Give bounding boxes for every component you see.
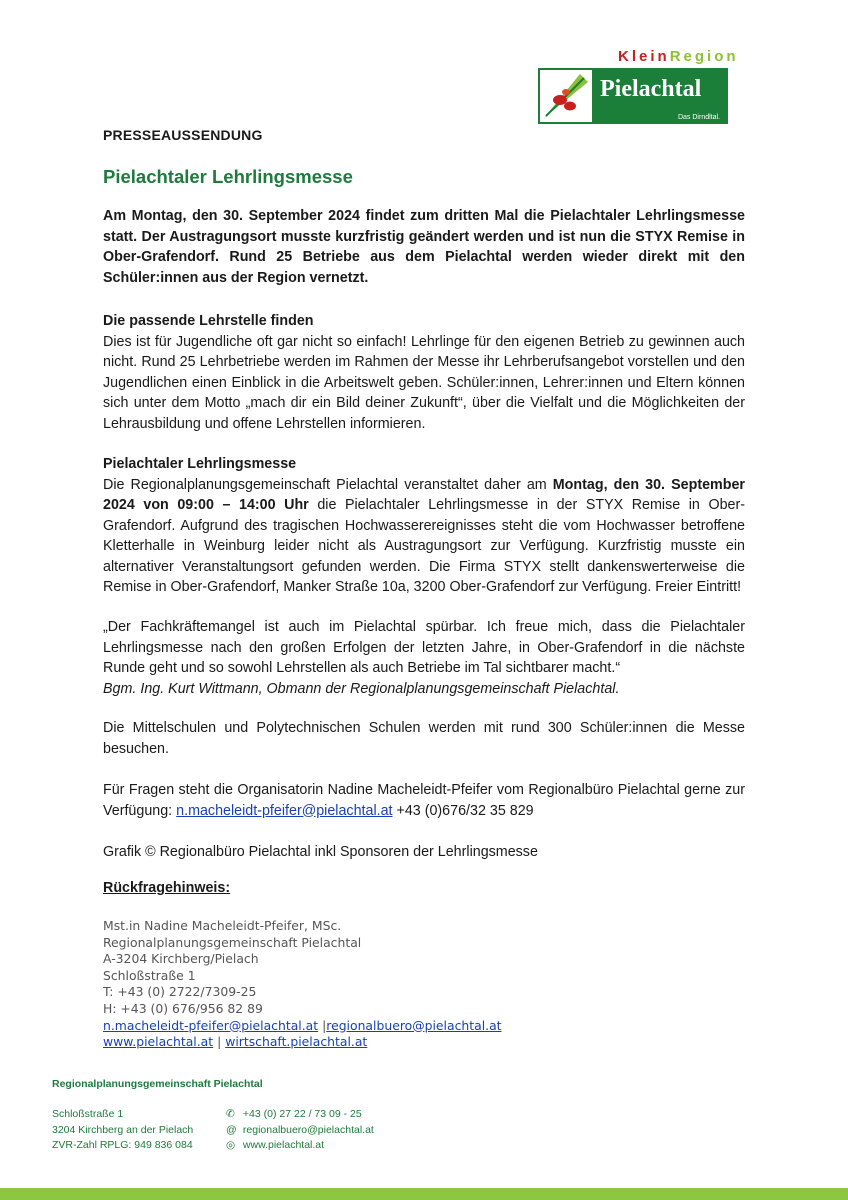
- phone-icon: ✆: [226, 1108, 235, 1120]
- footer-zvr: ZVR-Zahl RPLG: 949 836 084: [52, 1139, 193, 1151]
- contact-heading: Rückfragehinweis:: [103, 880, 231, 896]
- contact-street: Schloßstraße 1: [103, 967, 196, 983]
- section-text: Die Regionalplanungsgemeinschaft Pielachtal veranstaltet daher am Montag, den 30. September 2024 von 09:00 – 14:00 Uhr die Pielachtaler Lehrlingsmesse in der STYX Remise in Ober-Grafendorf. Aufgrund des tragischen Hochwasserereignisses steht die vom Hochwasser betroffene Kletterhalle in Weinburg leider nicht als Austragungsort zur Verfügung. Kurzfristig musste ein alternativer Veranstaltungsort gefunden werden. Die Firma STYX stellt dankenswerterweise die Remise in Ober-Grafendorf, Manker Straße 10a, 3200 Ober-Grafendorf zur Verfügung. Freier Eintritt!: [103, 476, 745, 595]
- quote-author: Bgm. Ing. Kurt Wittmann, Obmann der Regionalplanungsgemeinschaft Pielachtal.: [103, 680, 620, 697]
- contact-city: A-3204 Kirchberg/Pielach: [103, 951, 259, 967]
- contact-phone: T: +43 (0) 2722/7309-25: [103, 984, 257, 1000]
- section-lehrlingsmesse: [103, 454, 745, 598]
- contact-email-link[interactable]: n.macheleidt-pfeifer@pielachtal.at: [103, 1017, 319, 1033]
- logo-title: Pielachtal: [600, 76, 702, 102]
- logo-subtitle: Das Dirndltal.: [677, 114, 720, 121]
- schools-paragraph: Die Mittelschulen und Polytechnischen Schulen werden mit rund 300 Schüler:innen die Messe besuchen.: [103, 720, 745, 757]
- globe-icon: ◎: [226, 1139, 236, 1151]
- footer-email[interactable]: regionalbuero@pielachtal.at: [242, 1123, 374, 1136]
- contact-org: Regionalplanungsgemeinschaft Pielachtal: [103, 934, 362, 950]
- logo-box: [538, 68, 728, 124]
- region-logo: [538, 48, 748, 128]
- organizer-email-link[interactable]: n.macheleidt-pfeifer@pielachtal.at: [176, 802, 393, 819]
- section-heading: Pielachtaler Lehrlingsmesse: [103, 456, 297, 472]
- footer-street: Schloßstraße 1: [52, 1108, 124, 1120]
- event-date: Montag, den 30. September 2024 von 09:00 – 14:00 Uhr: [103, 476, 745, 513]
- business-website-link[interactable]: wirtschaft.pielachtal.at: [225, 1034, 368, 1050]
- quote-text: „Der Fachkräftemangel ist auch im Pielachtal spürbar. Ich freue mich, dass die Pielachtaler Lehrlingsmesse nach den großen Erfolgen der letzten Jahre, in Ober-Grafendorf in die nächste Runde geht und so sowohl Lehrstellen als auch Betriebe im Tal sichtbarer macht.“: [103, 619, 745, 676]
- contact-mobile: H: +43 (0) 676/956 82 89: [103, 1000, 263, 1016]
- footer-city: 3204 Kirchberg an der Pielach: [52, 1123, 194, 1136]
- footer-phone: +43 (0) 27 22 / 73 09 - 25: [242, 1108, 362, 1120]
- contact-block: Mst.in Nadine Macheleidt-Pfeifer, MSc. Regionalplanungsgemeinschaft Pielachtal A-3204 Kirchberg/Pielach Schloßstraße 1 T: +43 (0) 2722/7309-25 H: +43 (0) 676/956 82 89 n.macheleidt-pfeifer@pielachtal.at |regionalbuero@pielachtal.at www.pielachtal.at | wirtschaft.pielachtal.at: [103, 918, 502, 1050]
- footer-bar: [0, 1188, 848, 1200]
- credit-line: Grafik © Regionalbüro Pielachtal inkl Sponsoren der Lehrlingsmesse: [103, 844, 538, 860]
- website-link[interactable]: www.pielachtal.at: [103, 1034, 214, 1050]
- quote-block: [103, 617, 745, 699]
- section-heading: Die passende Lehrstelle finden: [103, 313, 314, 329]
- at-icon: @: [226, 1123, 237, 1136]
- footer-address: [52, 1107, 193, 1154]
- logo-kleinregion: KleinRegion: [618, 48, 739, 65]
- footer-contact: [226, 1107, 374, 1154]
- kicker: PRESSEAUSSENDUNG: [103, 127, 263, 143]
- lead-paragraph: Am Montag, den 30. September 2024 findet zum dritten Mal die Pielachtaler Lehrlingsmesse statt. Der Austragungsort musste kurzfristig geändert werden und ist nun die STYX Remise in Ober-Grafendorf. Rund 25 Betriebe aus dem Pielachtal werden wieder direkt mit den Schüler:innen aus der Region vernetzt.: [103, 208, 745, 286]
- questions-paragraph: Für Fragen steht die Organisatorin Nadine Macheleidt-Pfeifer vom Regionalbüro Pielachtal gerne zur Verfügung: n.macheleidt-pfeifer@pielachtal.at +43 (0)676/32 35 829: [103, 782, 745, 819]
- footer-web[interactable]: www.pielachtal.at: [242, 1139, 325, 1151]
- berry-icon: [540, 70, 592, 122]
- section-lehrstelle: [103, 311, 745, 434]
- headline: Pielachtaler Lehrlingsmesse: [103, 166, 353, 187]
- office-email-link[interactable]: regionalbuero@pielachtal.at: [326, 1017, 502, 1033]
- section-text: Dies ist für Jugendliche oft gar nicht so einfach! Lehrlinge für den eigenen Betrieb zu gewinnen auch nicht. Rund 25 Lehrbetriebe werden im Rahmen der Messe ihr Lehrberufsangebot vorstellen und den Jugendlichen einen Einblick in die Arbeitswelt geben. Schüler:innen, Lehrer:innen und Eltern können sich unter dem Motto „mach dir ein Bild deiner Zukunft“, über die Vielfalt und die Möglichkeiten der Lehrausbildung und offene Lehrstellen informieren.: [103, 333, 745, 432]
- contact-name: Mst.in Nadine Macheleidt-Pfeifer, MSc.: [103, 918, 342, 933]
- footer-org: Regionalplanungsgemeinschaft Pielachtal: [52, 1078, 263, 1090]
